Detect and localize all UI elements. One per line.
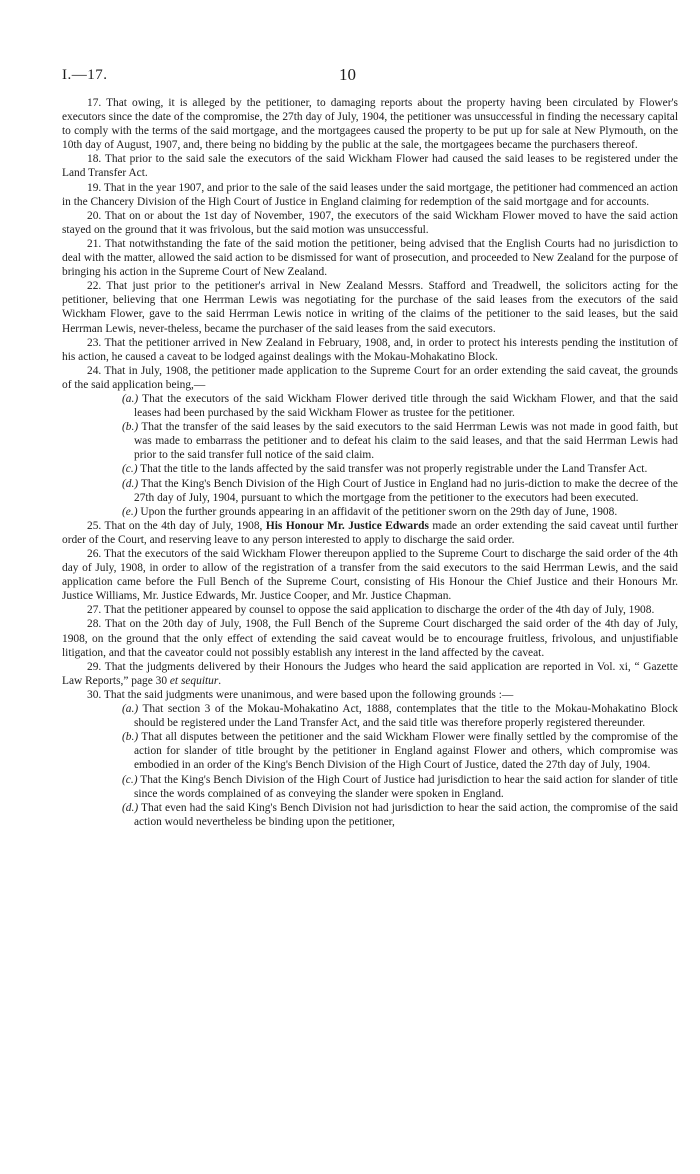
- list-item: (c.) That the title to the lands affected by the said transfer was not properly registrable under the Land Transfer Act.: [122, 463, 648, 476]
- paragraph-29: 29. That the judgments delivered by their Honours the Judges who heard the said application are reported in Vol. xi, “ Gazette Law Reports,” page 30 et sequitur.: [62, 660, 678, 687]
- paragraph-27: 27. That the petitioner appeared by counsel to oppose the said application to discharge the order of the 4th day of July, 1908.: [87, 604, 655, 617]
- paragraph-19: 19. That in the year 1907, and prior to the sale of the said leases under the said mortgage, the petitioner had commenced an action in the Chancery Division of the High Court of Justice in England claiming for redemption of the said mortgage and for accounts.: [62, 181, 678, 208]
- page-header: [62, 0, 678, 96]
- document-body: [62, 96, 678, 829]
- paragraph-20: 20. That on or about the 1st day of November, 1907, the executors of the said Wickham Flower moved to have the said action stayed on the ground that it was frivolous, but the said motion was unsuccessful.: [62, 209, 678, 236]
- list-item: (e.) Upon the further grounds appearing in an affidavit of the petitioner sworn on the 29th day of June, 1908.: [122, 505, 618, 518]
- list-item: (a.) That the executors of the said Wickham Flower derived title through the said Wickham Flower, and that the said leases had been purchased by the said Wickham Flower as trustee for the petitioner.: [122, 392, 678, 420]
- grounds-list-30: [62, 702, 678, 829]
- list-item: (a.) That section 3 of the Mokau-Mohakatino Act, 1888, contemplates that the title to the Mokau-Mohakatino Block should be registered under the Land Transfer Act, and the said title was therefore properly registered thereunder.: [122, 703, 678, 730]
- paragraph-22: 22. That just prior to the petitioner's arrival in New Zealand Messrs. Stafford and Treadwell, the solicitors acting for the petitioner, believing that one Herrman Lewis was negotiating for the purchase of the said leases from the executors of the said Wickham Flower, gave to the said Herrman Lewis notice in writing of the claims of the petitioner to the said leases, but the said Herrman Lewis, never-theless, became the purchaser of the said leases from the said executors.: [62, 280, 678, 335]
- list-item: (b.) That the transfer of the said leases by the said executors to the said Herrman Lewis was not made in good faith, but was made to embarrass the petitioner and to defeat his claim to the said leases, and that the said Herrman Lewis had prior to the said transfer full notice of the said claim.: [122, 421, 678, 462]
- paragraph-21: 21. That notwithstanding the fate of the said motion the petitioner, being advised that the English Courts had no jurisdiction to deal with the matter, allowed the said action to be dismissed for want of prosecution, and proceeded to New Zealand for the purpose of bringing his action in the Supreme Court of New Zealand.: [62, 237, 678, 279]
- paragraph-17: 17. That owing, it is alleged by the petitioner, to damaging reports about the property having been circulated by Flower's executors since the date of the compromise, the 27th day of July, 1904, the petitioner was unsuccessful in finding the necessary capital to comply with the terms of the said mortgage, and the mortgagees caused the property to be put up for sale at New Plymouth, on the 10th day of August, 1907, and, there being no bidding by the public at the sale, the mortgagees became the purchasers thereof.: [62, 97, 678, 152]
- page-number: 10: [339, 65, 356, 84]
- paragraph-24: 24. That in July, 1908, the petitioner made application to the Supreme Court for an order extending the said caveat, the grounds of the said application being,—: [62, 364, 678, 391]
- paragraph-25: 25. That on the 4th day of July, 1908, His Honour Mr. Justice Edwards made an order extending the said caveat until further order of the Court, and reserving leave to any person interested to apply to discharge the said order.: [62, 519, 678, 546]
- list-item: (b.) That all disputes between the petitioner and the said Wickham Flower were finally settled by the compromise of the action for slander of title brought by the petitioner in England against Flower and others, which compromise was embodied in an order of the King's Bench Division of the High Court of Justice, dated the 27th day of July, 1904.: [122, 731, 678, 772]
- paragraph-23: 23. That the petitioner arrived in New Zealand in February, 1908, and, in order to protect his interests pending the institution of his action, he caused a caveat to be lodged against dealings with the Mokau-Mohakatino Block.: [62, 336, 678, 363]
- grounds-list-24: [62, 392, 678, 519]
- paper-reference: I.—17.: [62, 67, 108, 83]
- list-item: (d.) That even had the said King's Bench Division not had jurisdiction to hear the said action, the compromise of the said action would nevertheless be binding upon the petitioner,: [122, 801, 678, 828]
- paragraph-28: 28. That on the 20th day of July, 1908, the Full Bench of the Supreme Court discharged the said order of the 4th day of July, 1908, on the ground that the only effect of extending the said caveat would be to encourage fruitless, frivolous, and unjustifiable litigation, and that the caveator could not possibly establish any interest in the land affected by the caveat.: [62, 618, 678, 659]
- list-item: (d.) That the King's Bench Division of the High Court of Justice in England had no juris-diction to make the decree of the 27th day of July, 1904, pursuant to which the mortgage from the petitioner to the executors had been executed.: [122, 477, 678, 504]
- list-item: (c.) That the King's Bench Division of the High Court of Justice had jurisdiction to hear the said action for slander of title since the words complained of as conveying the slander were spoken in England.: [122, 773, 678, 800]
- paragraph-26: 26. That the executors of the said Wickham Flower thereupon applied to the Supreme Court to discharge the said order of the 4th day of July, 1908, in order to allow of the registration of a transfer from the said executors to the said Herrman Lewis, and the said application came before the Full Bench of the Supreme Court, consisting of His Honour the Chief Justice and their Honours Mr. Justice Williams, Mr. Justice Edwards, Mr. Justice Cooper, and Mr. Justice Chapman.: [62, 548, 678, 603]
- paragraph-30: 30. That the said judgments were unanimous, and were based upon the following grounds :—: [87, 688, 514, 701]
- paragraph-18: 18. That prior to the said sale the executors of the said Wickham Flower had caused the said leases to be registered under the Land Transfer Act.: [62, 153, 678, 180]
